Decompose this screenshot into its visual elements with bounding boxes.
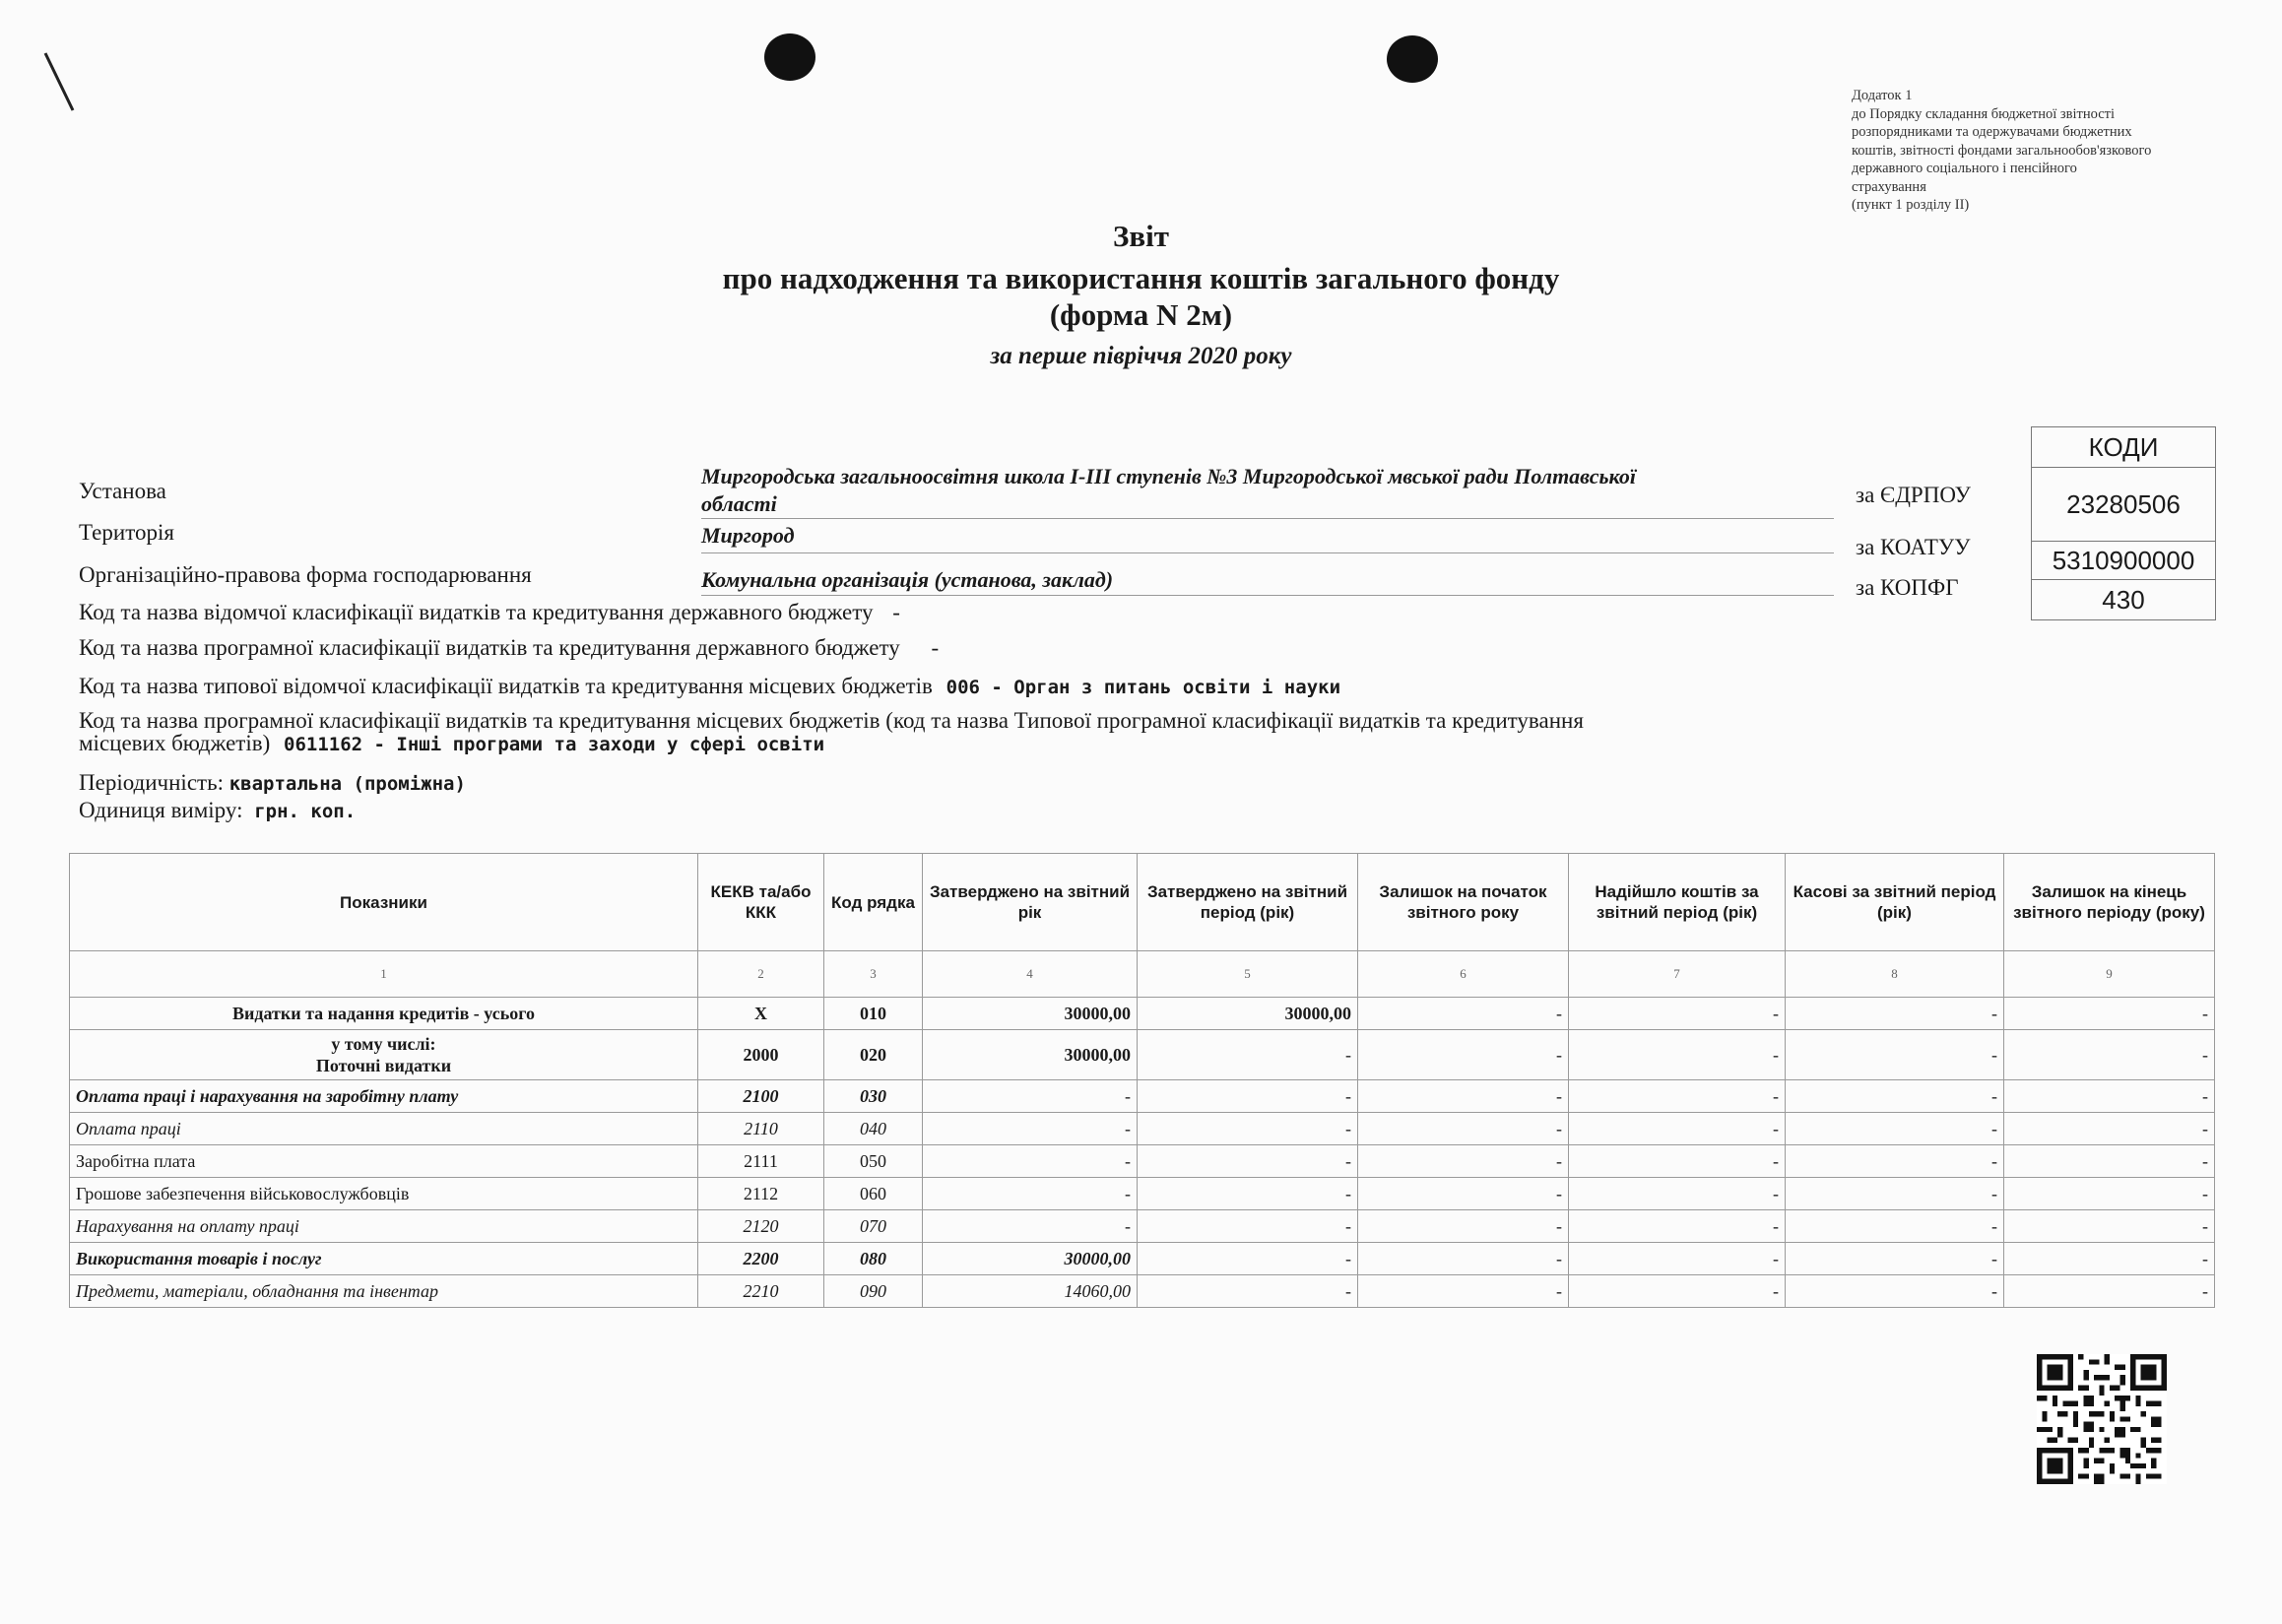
approved-period-value: -: [1138, 1080, 1358, 1113]
table-row: [70, 1275, 2215, 1308]
report-form-number: (форма N 2м): [1049, 297, 1233, 332]
column-number: 8: [1786, 951, 2004, 998]
row-code: 090: [824, 1275, 923, 1308]
balance-end-value: -: [2004, 1243, 2215, 1275]
cash-value: -: [1786, 1145, 2004, 1178]
kopfg-code: 430: [2032, 580, 2216, 620]
local-dept-value: 006 - Орган з питань освіти і науки: [945, 677, 1341, 698]
addendum-line: (пункт 1 розділу II): [1852, 197, 1970, 213]
approved-year-value: -: [923, 1210, 1138, 1243]
qr-code-icon: [2037, 1354, 2167, 1484]
balance-end-value: -: [2004, 1145, 2215, 1178]
state-dept-classification: [79, 600, 900, 625]
balance-end-value: -: [2004, 1178, 2215, 1210]
row-code: 040: [824, 1113, 923, 1145]
received-value: -: [1569, 1210, 1786, 1243]
row-kekv: 2110: [698, 1113, 824, 1145]
addendum-line: Додаток 1: [1852, 88, 1913, 103]
table-row: [70, 1210, 2215, 1243]
header-balance-end: Залишок на кінець звітного періоду (року): [2004, 854, 2215, 951]
state-program-value: -: [931, 635, 940, 660]
institution-underline: [701, 518, 1834, 519]
header-balance-start: Залишок на початок звітного року: [1358, 854, 1569, 951]
local-program-classification: [79, 709, 1584, 756]
territory-label: Територія: [79, 520, 174, 545]
row-code: 030: [824, 1080, 923, 1113]
row-name: Оплата праці: [70, 1113, 698, 1145]
row-kekv: 2111: [698, 1145, 824, 1178]
approved-year-value: -: [923, 1145, 1138, 1178]
column-number: 1: [70, 951, 698, 998]
local-program-label-cont: [79, 732, 1584, 756]
local-program-value: 0611162 - Інші програми та заходи у сфері освіти: [284, 734, 825, 755]
column-number-row: [70, 951, 2215, 998]
row-kekv: 2112: [698, 1178, 824, 1210]
row-name-prefix: у тому числі:: [331, 1034, 436, 1054]
column-number: 3: [824, 951, 923, 998]
approved-period-value: -: [1138, 1178, 1358, 1210]
received-value: -: [1569, 998, 1786, 1030]
addendum-note: [1852, 87, 2226, 215]
institution-label: Установа: [79, 479, 166, 503]
addendum-line: коштів, звітності фондами загальнообов'язкового: [1852, 142, 2152, 159]
header-row-code: Код рядка: [824, 854, 923, 951]
periodicity: [79, 770, 466, 796]
kopfg-label: за КОПФГ: [1856, 575, 1959, 600]
periodicity-value: квартальна (проміжна): [228, 773, 466, 795]
balance-end-value: -: [2004, 998, 2215, 1030]
approved-year-value: 30000,00: [923, 1030, 1138, 1080]
column-number: 5: [1138, 951, 1358, 998]
header-indicators: Показники: [70, 854, 698, 951]
table-row: [70, 1030, 2215, 1080]
territory-value: Миргород: [701, 523, 795, 548]
balance-start-value: -: [1358, 1243, 1569, 1275]
approved-period-value: -: [1138, 1113, 1358, 1145]
row-kekv: 2000: [698, 1030, 824, 1080]
approved-period-value: -: [1138, 1210, 1358, 1243]
approved-period-value: 30000,00: [1138, 998, 1358, 1030]
org-form-label: Організаційно-правова форма господарювання: [79, 562, 532, 587]
balance-start-value: -: [1358, 1080, 1569, 1113]
row-name: Оплата праці і нарахування на заробітну плату: [70, 1080, 698, 1113]
row-name: Предмети, матеріали, обладнання та інвентар: [70, 1275, 698, 1308]
row-name-main: Поточні видатки: [315, 1056, 452, 1075]
state-dept-value: -: [892, 600, 900, 624]
balance-start-value: -: [1358, 1113, 1569, 1145]
row-kekv: 2200: [698, 1243, 824, 1275]
column-number: 9: [2004, 951, 2215, 998]
received-value: -: [1569, 1243, 1786, 1275]
row-kekv: X: [698, 998, 824, 1030]
column-number: 2: [698, 951, 824, 998]
row-kekv: 2120: [698, 1210, 824, 1243]
edrpou-label: за ЄДРПОУ: [1856, 483, 1971, 507]
row-code: 020: [824, 1030, 923, 1080]
report-subtitle: про надходження та використання коштів загального фонду: [722, 261, 1560, 295]
row-code: 060: [824, 1178, 923, 1210]
local-dept-label: Код та назва типової відомчої класифікації видатків та кредитування місцевих бюджетів: [79, 674, 933, 698]
state-program-classification: [79, 635, 939, 661]
local-dept-classification: [79, 674, 1340, 699]
approved-period-value: -: [1138, 1275, 1358, 1308]
received-value: -: [1569, 1113, 1786, 1145]
table-row: [70, 1243, 2215, 1275]
addendum-line: розпорядниками та одержувачами бюджетних: [1852, 124, 2132, 140]
row-kekv: 2210: [698, 1275, 824, 1308]
org-form-value: Комунальна організація (установа, заклад): [701, 567, 1114, 592]
row-code: 010: [824, 998, 923, 1030]
row-code: 070: [824, 1210, 923, 1243]
table-row: [70, 1145, 2215, 1178]
institution-line: області: [701, 491, 777, 516]
column-number: 6: [1358, 951, 1569, 998]
addendum-line: до Порядку складання бюджетної звітності: [1852, 105, 2115, 122]
unit-value: грн. коп.: [254, 801, 357, 822]
addendum-line: страхування: [1852, 178, 1926, 195]
row-name: Використання товарів і послуг: [70, 1243, 698, 1275]
received-value: -: [1569, 1275, 1786, 1308]
codes-table: [2031, 426, 2216, 620]
row-name: [70, 1030, 698, 1080]
row-name: Заробітна плата: [70, 1145, 698, 1178]
approved-period-value: -: [1138, 1030, 1358, 1080]
cash-value: -: [1786, 1030, 2004, 1080]
table-row: [70, 1113, 2215, 1145]
approved-year-value: -: [923, 1178, 1138, 1210]
local-program-label2: місцевих бюджетів): [79, 731, 271, 755]
table-row: [70, 998, 2215, 1030]
table-row: [70, 1080, 2215, 1113]
cash-value: -: [1786, 1178, 2004, 1210]
cash-value: -: [1786, 1243, 2004, 1275]
balance-end-value: -: [2004, 1113, 2215, 1145]
balance-start-value: -: [1358, 1275, 1569, 1308]
balance-end-value: -: [2004, 1210, 2215, 1243]
koatuu-code: 5310900000: [2032, 542, 2216, 580]
header-approved-period: Затверджено на звітний період (рік): [1138, 854, 1358, 951]
approved-year-value: 30000,00: [923, 998, 1138, 1030]
pen-mark: [39, 49, 79, 118]
org-form-underline: [701, 595, 1834, 596]
unit-label: Одиниця виміру:: [79, 798, 243, 822]
balance-start-value: -: [1358, 1145, 1569, 1178]
header-approved-year: Затверджено на звітний рік: [923, 854, 1138, 951]
report-title: Звіт: [1113, 219, 1169, 253]
addendum-line: державного соціального і пенсійного: [1852, 161, 2077, 176]
row-name: Грошове забезпечення військовослужбовців: [70, 1178, 698, 1210]
punch-hole-left: [764, 33, 815, 81]
balance-start-value: -: [1358, 1178, 1569, 1210]
approved-year-value: 30000,00: [923, 1243, 1138, 1275]
cash-value: -: [1786, 1080, 2004, 1113]
row-name: Видатки та надання кредитів - усього: [70, 998, 698, 1030]
codes-header: КОДИ: [2032, 427, 2216, 468]
institution-value: [701, 463, 1824, 518]
report-table: [69, 853, 2215, 1308]
table-row: [70, 1178, 2215, 1210]
column-number: 4: [923, 951, 1138, 998]
approved-year-value: -: [923, 1080, 1138, 1113]
approved-period-value: -: [1138, 1243, 1358, 1275]
periodicity-label: Періодичність:: [79, 770, 224, 795]
balance-start-value: -: [1358, 1210, 1569, 1243]
local-program-label: Код та назва програмної класифікації видатків та кредитування місцевих бюджетів (код та назва Типової програмної класифікації видатків та кредитування: [79, 708, 1584, 733]
punch-hole-right: [1387, 35, 1438, 83]
cash-value: -: [1786, 1275, 2004, 1308]
edrpou-code: 23280506: [2032, 468, 2216, 542]
report-period: за перше півріччя 2020 року: [990, 343, 1292, 369]
territory-underline: [701, 552, 1834, 553]
approved-year-value: 14060,00: [923, 1275, 1138, 1308]
cash-value: -: [1786, 1113, 2004, 1145]
balance-start-value: -: [1358, 1030, 1569, 1080]
row-kekv: 2100: [698, 1080, 824, 1113]
cash-value: -: [1786, 1210, 2004, 1243]
balance-end-value: -: [2004, 1080, 2215, 1113]
approved-year-value: -: [923, 1113, 1138, 1145]
header-received: Надійшло коштів за звітний період (рік): [1569, 854, 1786, 951]
row-code: 080: [824, 1243, 923, 1275]
column-number: 7: [1569, 951, 1786, 998]
balance-end-value: -: [2004, 1275, 2215, 1308]
row-name: Нарахування на оплату праці: [70, 1210, 698, 1243]
received-value: -: [1569, 1030, 1786, 1080]
state-program-label: Код та назва програмної класифікації видатків та кредитування державного бюджету: [79, 635, 900, 660]
cash-value: -: [1786, 998, 2004, 1030]
header-kekv: КЕКВ та/або ККК: [698, 854, 824, 951]
row-code: 050: [824, 1145, 923, 1178]
balance-end-value: -: [2004, 1030, 2215, 1080]
institution-line: Миргородська загальноосвітня школа І-ІІІ ступенів №3 Миргородської мвської ради Полтавської: [701, 464, 1636, 488]
koatuu-label: за КОАТУУ: [1856, 535, 1971, 559]
table-header-row: [70, 854, 2215, 951]
header-cash: Касові за звітний період (рік): [1786, 854, 2004, 951]
received-value: -: [1569, 1178, 1786, 1210]
unit-of-measure: [79, 798, 356, 823]
state-dept-label: Код та назва відомчої класифікації видатків та кредитування державного бюджету: [79, 600, 874, 624]
balance-start-value: -: [1358, 998, 1569, 1030]
approved-period-value: -: [1138, 1145, 1358, 1178]
received-value: -: [1569, 1145, 1786, 1178]
received-value: -: [1569, 1080, 1786, 1113]
